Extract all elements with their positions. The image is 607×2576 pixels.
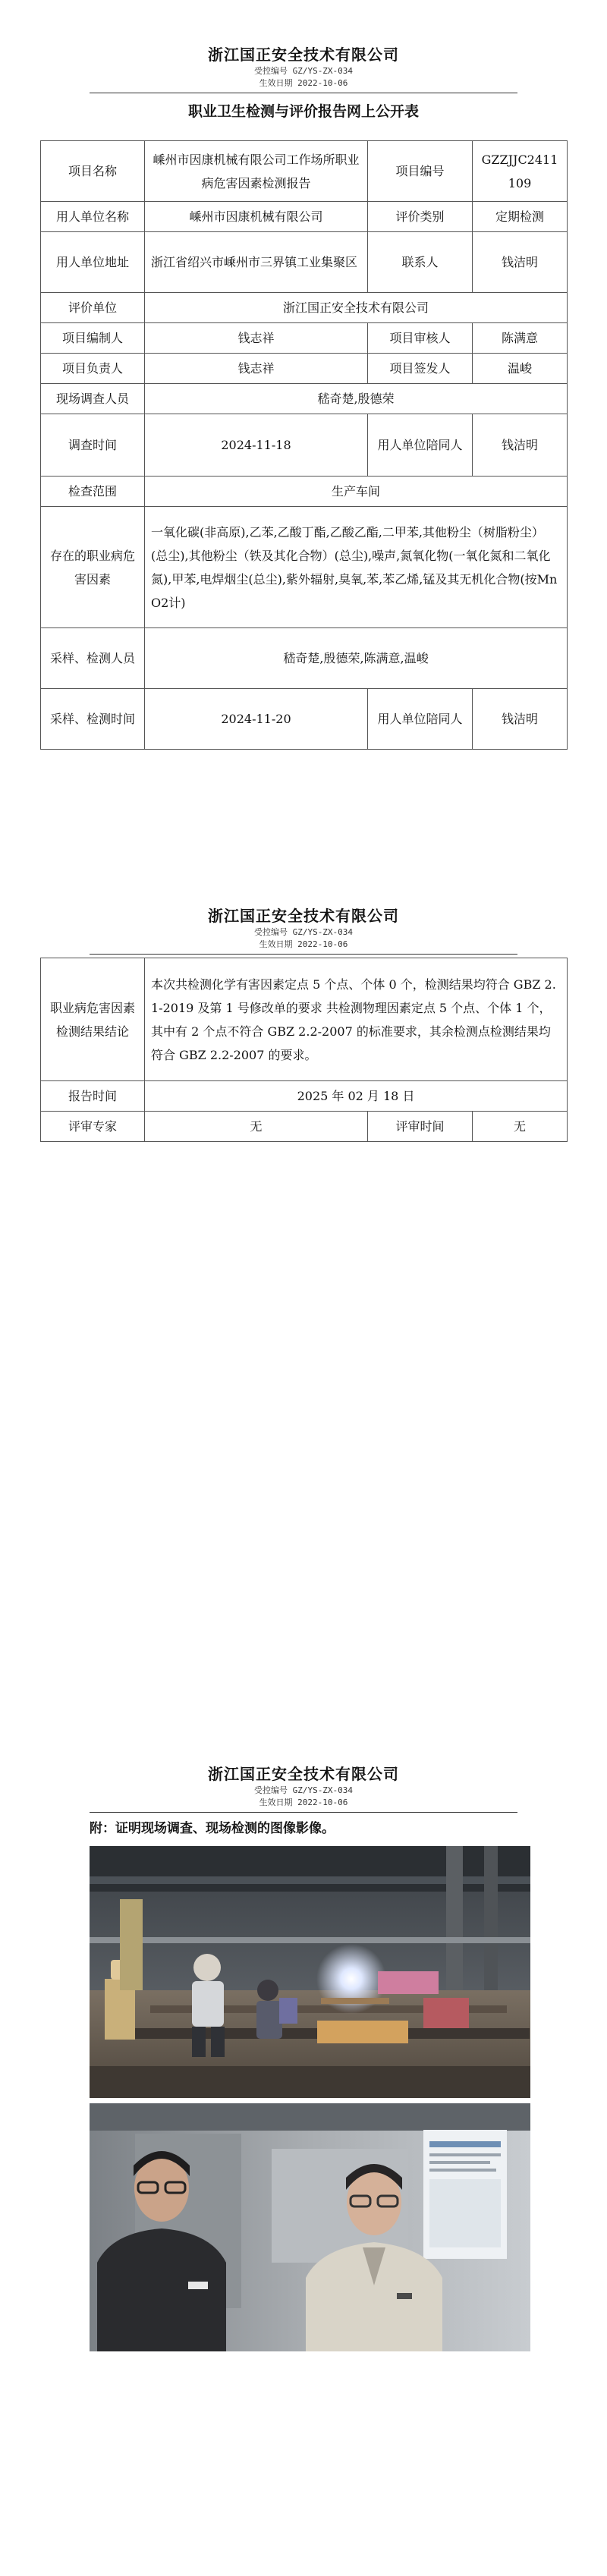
table-row [41, 507, 568, 628]
company-name: 浙江国正安全技术有限公司 [208, 1765, 399, 1783]
effective-date: 生效日期 2022-10-06 [259, 78, 348, 88]
eval-unit-label: 评价单位 [41, 293, 145, 323]
accompany2: 钱洁明 [473, 689, 568, 750]
review-time: 无 [473, 1112, 568, 1142]
sampler-label: 采样、检测人员 [41, 628, 145, 689]
page-title: 职业卫生检测与评价报告网上公开表 [187, 103, 419, 120]
control-number: 受控编号 GZ/YS-ZX-034 [253, 66, 354, 76]
sample-time: 2024-11-20 [145, 689, 368, 750]
employer-address-label: 用人单位地址 [41, 232, 145, 293]
survey-time-label: 调查时间 [41, 414, 145, 477]
effective-date: 生效日期 2022-10-06 [259, 939, 348, 949]
compiler: 钱志祥 [145, 323, 368, 354]
header-rule [90, 954, 517, 955]
hazards-label: 存在的职业病危害因素 [41, 507, 145, 628]
table-row [41, 1112, 568, 1142]
eval-unit: 浙江国正安全技术有限公司 [145, 293, 568, 323]
issuer: 温峻 [473, 354, 568, 384]
table-row [41, 384, 568, 414]
control-number: 受控编号 GZ/YS-ZX-034 [253, 927, 354, 937]
contact-label: 联系人 [368, 232, 473, 293]
table-row [41, 689, 568, 750]
sample-time-label: 采样、检测时间 [41, 689, 145, 750]
control-number: 受控编号 GZ/YS-ZX-034 [253, 1785, 354, 1795]
manager-label: 项目负责人 [41, 354, 145, 384]
report-time-label: 报告时间 [41, 1081, 145, 1112]
reviewer: 陈满意 [473, 323, 568, 354]
accompany: 钱洁明 [473, 414, 568, 477]
manager: 钱志祥 [145, 354, 368, 384]
annex-caption: 附：证明现场调查、现场检测的图像影像。 [90, 1821, 335, 1836]
sampler: 嵇奇楚,殷德荣,陈满意,温峻 [145, 628, 568, 689]
company-name: 浙江国正安全技术有限公司 [208, 46, 399, 64]
table-row [41, 958, 568, 1081]
surveyor-label: 现场调查人员 [41, 384, 145, 414]
accompany-label: 用人单位陪同人 [368, 414, 473, 477]
eval-type: 定期检测 [473, 202, 568, 232]
project-no: GZZJJC2411109 [473, 141, 568, 202]
conclusion-label: 职业病危害因素检测结果结论 [41, 958, 145, 1081]
scope-label: 检查范围 [41, 477, 145, 507]
table-row [41, 141, 568, 202]
table-row [41, 477, 568, 507]
issuer-label: 项目签发人 [368, 354, 473, 384]
inspectors-photo [90, 2103, 530, 2351]
employer-address: 浙江省绍兴市嵊州市三界镇工业集聚区 [145, 232, 368, 293]
info-table [40, 140, 568, 750]
accompany2-label: 用人单位陪同人 [368, 689, 473, 750]
survey-time: 2024-11-18 [145, 414, 368, 477]
table-row [41, 414, 568, 477]
eval-type-label: 评价类别 [368, 202, 473, 232]
employer-name-label: 用人单位名称 [41, 202, 145, 232]
table-row [41, 293, 568, 323]
table-row [41, 628, 568, 689]
hazards: 一氧化碳(非高原),乙苯,乙酸丁酯,乙酸乙酯,二甲苯,其他粉尘（树脂粉尘）(总尘),其他粉尘（铁及其化合物）(总尘),噪声,氮氧化物(一氧化氮和二氧化氮),甲苯,电焊烟尘(总尘),紫外辐射,臭氧,苯,苯乙烯,锰及其无机化合物(按MnO2计) [145, 507, 568, 628]
project-name-label: 项目名称 [41, 141, 145, 202]
reviewer-label: 项目审核人 [368, 323, 473, 354]
company-name: 浙江国正安全技术有限公司 [208, 907, 399, 925]
expert-label: 评审专家 [41, 1112, 145, 1142]
contact: 钱洁明 [473, 232, 568, 293]
table-row [41, 323, 568, 354]
scope: 生产车间 [145, 477, 568, 507]
expert: 无 [145, 1112, 368, 1142]
project-no-label: 项目编号 [368, 141, 473, 202]
conclusion: 本次共检测化学有害因素定点 5 个点、个体 0 个，检测结果均符合 GBZ 2.1-2019 及第 1 号修改单的要求 共检测物理因素定点 5 个点、个体 1 个，其中有 2 个点不符合 GBZ 2.2-2007 的标准要求，其余检测点检测结果均符合 GBZ 2.2-2007 的要求。 [145, 958, 568, 1081]
report-time: 2025 年 02 月 18 日 [145, 1081, 568, 1112]
table-row [41, 1081, 568, 1112]
project-name: 嵊州市因康机械有限公司工作场所职业病危害因素检测报告 [145, 141, 368, 202]
table-row [41, 232, 568, 293]
employer-name: 嵊州市因康机械有限公司 [145, 202, 368, 232]
table-row [41, 202, 568, 232]
effective-date: 生效日期 2022-10-06 [259, 1798, 348, 1807]
workshop-photo-image [90, 1846, 530, 2098]
header-rule [90, 1812, 517, 1813]
inspectors-photo-image [90, 2103, 530, 2351]
review-time-label: 评审时间 [368, 1112, 473, 1142]
surveyor: 嵇奇楚,殷德荣 [145, 384, 568, 414]
workshop-photo [90, 1846, 530, 2098]
conclusion-table [40, 958, 568, 1142]
compiler-label: 项目编制人 [41, 323, 145, 354]
table-row [41, 354, 568, 384]
